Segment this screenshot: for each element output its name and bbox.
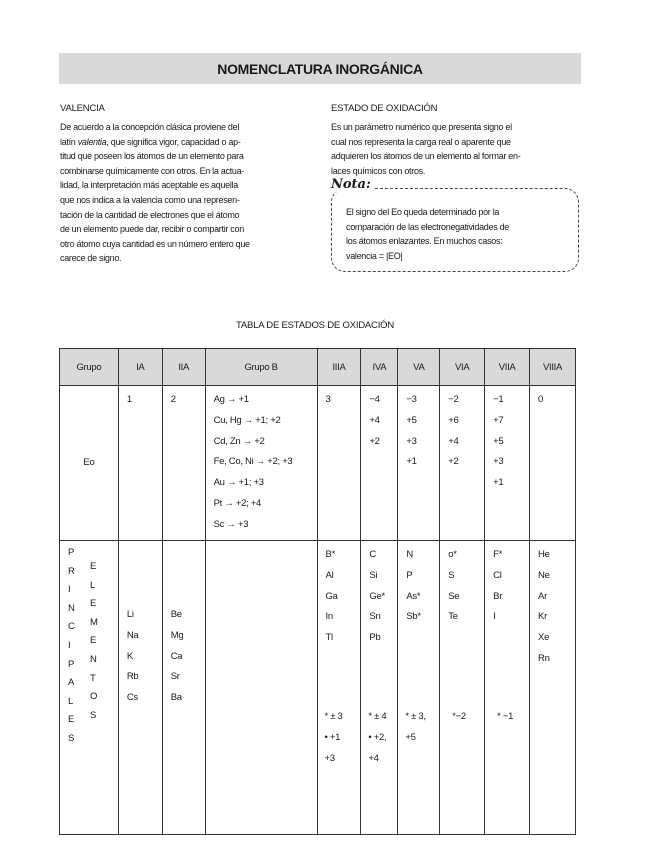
- cell-line: Ar: [538, 590, 547, 602]
- note-line: El signo del Eo queda determinado por la: [346, 207, 500, 217]
- oxidacion-text: [331, 120, 583, 178]
- text-run: , que significa vigor, capacidad o ap-: [106, 136, 241, 147]
- cell-line: P: [406, 569, 413, 581]
- cell-line: F*: [493, 549, 503, 560]
- cell-line: Pb: [369, 632, 381, 644]
- cell-line: Rn: [538, 652, 550, 664]
- valencia-line: De acuerdo a la concepción clásica proviene del: [60, 122, 240, 132]
- cell-line: Mg: [170, 629, 184, 641]
- valencia-line: de un elemento puede dar, recibir o compartir con: [60, 224, 244, 235]
- vertical-letter: S: [90, 709, 97, 721]
- cell-line: • +1: [324, 731, 341, 743]
- vertical-letter: N: [68, 602, 75, 614]
- vertical-letter: M: [90, 616, 98, 628]
- eo-cell-va: [398, 386, 440, 541]
- cell-line: Kr: [538, 611, 547, 623]
- valencia-line: que nos indica a la valencia como una represen-: [60, 194, 240, 205]
- header-cell: IIA: [162, 349, 205, 386]
- cell-line: Sb*: [406, 611, 421, 623]
- cell-line: Be: [170, 609, 182, 620]
- note-line: valencia = |EO|: [346, 250, 403, 261]
- eo-cell-iiia: [317, 386, 361, 541]
- text-run: latín: [60, 136, 78, 147]
- cell-line: −4: [369, 394, 380, 405]
- cell-line: In: [325, 611, 333, 623]
- table-title: TABLA DE ESTADOS DE OXIDACIÓN: [235, 320, 395, 331]
- cell-line: Cu, Hg → +1; +2: [213, 414, 281, 426]
- elements-cell-iia: [162, 541, 205, 835]
- cell-line: As*: [406, 590, 421, 602]
- valencia-line: [60, 135, 312, 150]
- title-bar: [59, 53, 581, 84]
- cell-line: K: [126, 650, 133, 662]
- cell-line: +2: [448, 456, 459, 468]
- note-box: [331, 188, 579, 272]
- elements-cell-viiia: [530, 541, 576, 835]
- vertical-letter: E: [90, 561, 97, 572]
- vertical-letter: E: [90, 635, 97, 647]
- cell-line: Rb: [126, 671, 139, 683]
- cell-line: Cd, Zn → +2: [213, 435, 265, 447]
- cell-line: • +2,: [368, 731, 387, 743]
- vertical-letter: P: [68, 658, 75, 670]
- cell-line: o*: [448, 549, 457, 560]
- vertical-letter: N: [90, 654, 97, 665]
- header-cell: VA: [398, 349, 440, 386]
- cell-line: −1: [493, 394, 504, 405]
- header-cell: IVA: [361, 349, 398, 386]
- valencia-heading: VALENCIA: [60, 103, 105, 114]
- cell-line: +2: [369, 435, 380, 447]
- oxidacion-section: [331, 103, 583, 178]
- element-list: [369, 545, 396, 644]
- cell-line: * −1: [497, 711, 514, 722]
- vertical-letter: C: [68, 621, 75, 633]
- special-eo-list: [368, 707, 387, 764]
- elements-cell-va: [398, 541, 440, 835]
- note-line: los átomos enlazantes. En muchos casos:: [346, 236, 503, 246]
- special-eo-list: [324, 707, 343, 764]
- cell-line: Cs: [126, 692, 138, 704]
- eo-row: [60, 386, 576, 541]
- cell-line: −3: [406, 394, 417, 405]
- cell-line: Xe: [538, 632, 550, 644]
- cell-line: 0: [538, 394, 544, 405]
- principales-elementos-cell: [60, 541, 119, 835]
- cell-line: He: [538, 549, 550, 560]
- cell-line: Al: [325, 569, 334, 581]
- eo-cell-iia: [162, 386, 205, 541]
- cell-line: Ga: [325, 590, 338, 602]
- elements-cell-b: [205, 541, 317, 835]
- eo-cell-viiia: [530, 386, 576, 541]
- header-cell: IIIA: [317, 349, 361, 386]
- valencia-line: combinarse químicamente con otros. En la actua-: [60, 165, 244, 176]
- element-list: [448, 545, 483, 623]
- cell-line: +6: [448, 414, 459, 426]
- cell-line: +4: [368, 752, 379, 764]
- cell-line: Ca: [170, 650, 183, 662]
- cell-line: Ag → +1: [213, 394, 249, 405]
- cell-line: Tl: [325, 632, 333, 644]
- vertical-letter: T: [90, 672, 96, 684]
- cell-line: Sc → +3: [213, 518, 249, 530]
- elements-cell-ia: [118, 541, 162, 835]
- vertical-letter: P: [68, 547, 75, 558]
- cell-line: *−2: [452, 711, 466, 722]
- cell-line: Ge*: [369, 590, 385, 602]
- cell-line: 3: [325, 394, 331, 405]
- vertical-letter: S: [68, 733, 75, 744]
- header-cell: Grupo: [60, 349, 119, 386]
- cell-line: I: [493, 611, 496, 623]
- cell-line: * ± 3,: [405, 711, 426, 722]
- elements-cell-iiia: [317, 541, 361, 835]
- cell-line: Te: [448, 611, 458, 623]
- note-tag: [331, 177, 373, 192]
- cell-line: Pt → +2; +4: [213, 497, 262, 509]
- vertical-letter: I: [68, 640, 71, 651]
- vertical-letter: E: [68, 714, 75, 726]
- vertical-letter: O: [90, 691, 98, 703]
- cell-line: +3: [324, 752, 335, 764]
- eo-cell-viia: [485, 386, 530, 541]
- cell-line: Sr: [170, 671, 180, 683]
- cell-line: Au → +1; +3: [213, 477, 264, 489]
- oxidacion-line: laces químicos con otros.: [331, 165, 426, 176]
- elements-row: [60, 541, 576, 835]
- header-cell: VIIIA: [530, 349, 576, 386]
- element-list: [493, 545, 528, 623]
- cell-line: Ba: [170, 692, 182, 704]
- cell-line: 1: [126, 394, 132, 405]
- cell-line: +3: [493, 456, 504, 468]
- cell-line: +5: [405, 731, 416, 743]
- eo-cell-via: [440, 386, 485, 541]
- cell-line: C: [369, 549, 376, 560]
- special-eo-list: [497, 707, 513, 728]
- vertical-letter: I: [68, 584, 71, 596]
- oxidacion-line: cual nos representa la carga real o aparente que: [331, 136, 511, 147]
- valencia-line: otro átomo cuya cantidad es un número entero que: [60, 238, 250, 249]
- vertical-letter: R: [68, 565, 75, 577]
- cell-line: Na: [126, 629, 139, 641]
- cell-line: Ne: [538, 569, 550, 581]
- eo-cell-ia: [118, 386, 162, 541]
- note-tag-text: Nota:: [331, 177, 371, 192]
- cell-line: Fe, Co, Ni → +2; +3: [213, 456, 293, 468]
- vertical-letter: L: [68, 695, 73, 707]
- cell-line: 2: [170, 394, 176, 405]
- table-header-row: [60, 349, 576, 386]
- valencia-line: titud que poseen los átomos de un elemento para: [60, 151, 244, 162]
- oxidacion-heading: ESTADO DE OXIDACIÓN: [331, 103, 438, 114]
- header-cell: IA: [118, 349, 162, 386]
- special-eo-list: [452, 707, 466, 728]
- cell-line: B*: [325, 549, 335, 560]
- cell-line: Se: [448, 590, 460, 602]
- valencia-line: tación de la cantidad de electrones que el átomo: [60, 209, 240, 220]
- cell-line: N: [406, 549, 413, 560]
- latin-word: valentia: [77, 136, 107, 147]
- vertical-letter: E: [90, 598, 97, 610]
- cell-line: +4: [369, 414, 380, 426]
- cell-line: S: [448, 569, 455, 581]
- cell-line: Sn: [369, 611, 381, 623]
- cell-line: +1: [493, 477, 504, 489]
- header-cell: VIIA: [485, 349, 530, 386]
- eo-label: Eo: [60, 386, 119, 541]
- note-text: [346, 205, 566, 263]
- cell-line: Br: [493, 590, 503, 602]
- elements-cell-viia: [485, 541, 530, 835]
- vertical-letter: A: [68, 677, 75, 689]
- special-eo-list: [405, 707, 426, 743]
- vertical-letter: L: [90, 579, 95, 591]
- cell-line: Cl: [493, 569, 502, 581]
- elements-cell-iva: [361, 541, 398, 835]
- valencia-text: [60, 120, 312, 266]
- oxidacion-line: adquieren los átomos de un elemento al formar en-: [331, 151, 521, 162]
- valencia-line: lidad, la interpretación más aceptable es aquella: [60, 180, 238, 191]
- cell-line: * ± 4: [368, 711, 387, 722]
- cell-line: +3: [406, 435, 417, 447]
- valencia-line: carece de signo.: [60, 253, 122, 264]
- cell-line: +7: [493, 414, 504, 426]
- valencia-section: [60, 103, 312, 266]
- element-list: [325, 545, 360, 644]
- cell-line: +5: [406, 414, 417, 426]
- note-line: comparación de las electronegatividades de: [346, 221, 510, 232]
- cell-line: * ± 3: [324, 711, 343, 722]
- header-cell: Grupo B: [205, 349, 317, 386]
- page-title: NOMENCLATURA INORGÁNICA: [217, 60, 423, 77]
- element-list: [406, 545, 438, 623]
- cell-line: +5: [493, 435, 504, 447]
- cell-line: +4: [448, 435, 459, 447]
- cell-line: −2: [448, 394, 459, 405]
- cell-line: +1: [406, 456, 417, 468]
- cell-line: Si: [369, 569, 378, 581]
- cell-line: Li: [126, 609, 134, 620]
- eo-cell-b: [205, 386, 317, 541]
- header-cell: VIA: [440, 349, 485, 386]
- oxidation-table: [59, 348, 576, 835]
- eo-cell-iva: [361, 386, 398, 541]
- elements-cell-via: [440, 541, 485, 835]
- oxidacion-line: Es un parámetro numérico que presenta signo el: [331, 122, 512, 132]
